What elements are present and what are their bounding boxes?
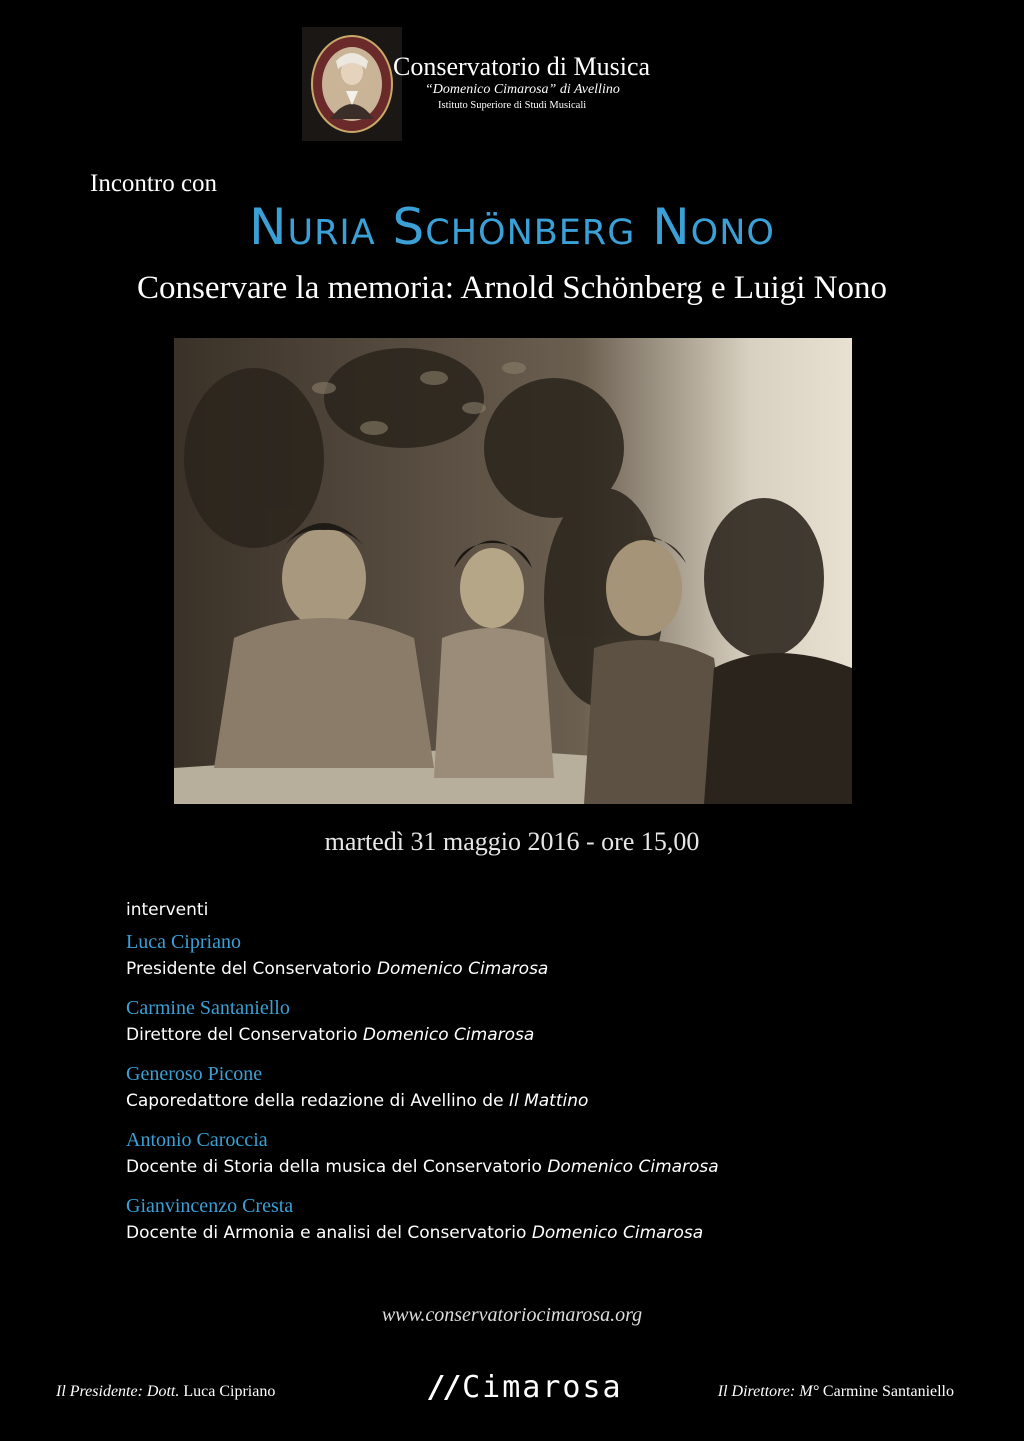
- speaker-role: Presidente del Conservatorio Domenico Cimarosa: [126, 959, 549, 979]
- speaker-role: Docente di Storia della musica del Conservatorio Domenico Cimarosa: [126, 1157, 719, 1177]
- list-item: [126, 1192, 886, 1246]
- event-speaker: Nuria Schönberg Nono: [249, 198, 775, 256]
- institution-logo: [302, 27, 402, 141]
- list-item: [126, 994, 886, 1048]
- speakers-heading: interventi: [126, 900, 209, 920]
- speaker-name: Generoso Picone: [126, 1063, 263, 1085]
- speaker-name: Antonio Caroccia: [126, 1129, 268, 1151]
- institution-tagline: Istituto Superiore di Studi Musicali: [438, 100, 587, 111]
- list-item: [126, 1060, 886, 1114]
- institution-subtitle: “Domenico Cimarosa” di Avellino: [425, 82, 620, 97]
- footer-president: Il Presidente: Dott. Luca Cipriano: [56, 1383, 276, 1400]
- website-link[interactable]: www.conservatoriocimarosa.org: [381, 1304, 643, 1326]
- speaker-name: Luca Cipriano: [126, 931, 241, 953]
- event-intro: Incontro con: [90, 170, 218, 197]
- speaker-role: Caporedattore della redazione di Avellino de Il Mattino: [126, 1091, 589, 1111]
- event-photo: [174, 338, 852, 804]
- footer-director: Il Direttore: M° Carmine Santaniello: [717, 1383, 954, 1400]
- brand-logo: //Cimarosa: [428, 1370, 623, 1405]
- list-item: [126, 1126, 886, 1180]
- speaker-role: Direttore del Conservatorio Domenico Cimarosa: [126, 1025, 535, 1045]
- speaker-name: Gianvincenzo Cresta: [126, 1195, 294, 1217]
- institution-name: Conservatorio di Musica: [393, 52, 651, 81]
- event-title: Conservare la memoria: Arnold Schönberg e Luigi Nono: [137, 270, 887, 306]
- speaker-name: Carmine Santaniello: [126, 997, 290, 1019]
- list-item: [126, 928, 886, 982]
- event-date: martedì 31 maggio 2016 - ore 15,00: [324, 827, 700, 856]
- speakers-list: [126, 900, 886, 1258]
- speaker-role: Docente di Armonia e analisi del Conservatorio Domenico Cimarosa: [126, 1223, 704, 1243]
